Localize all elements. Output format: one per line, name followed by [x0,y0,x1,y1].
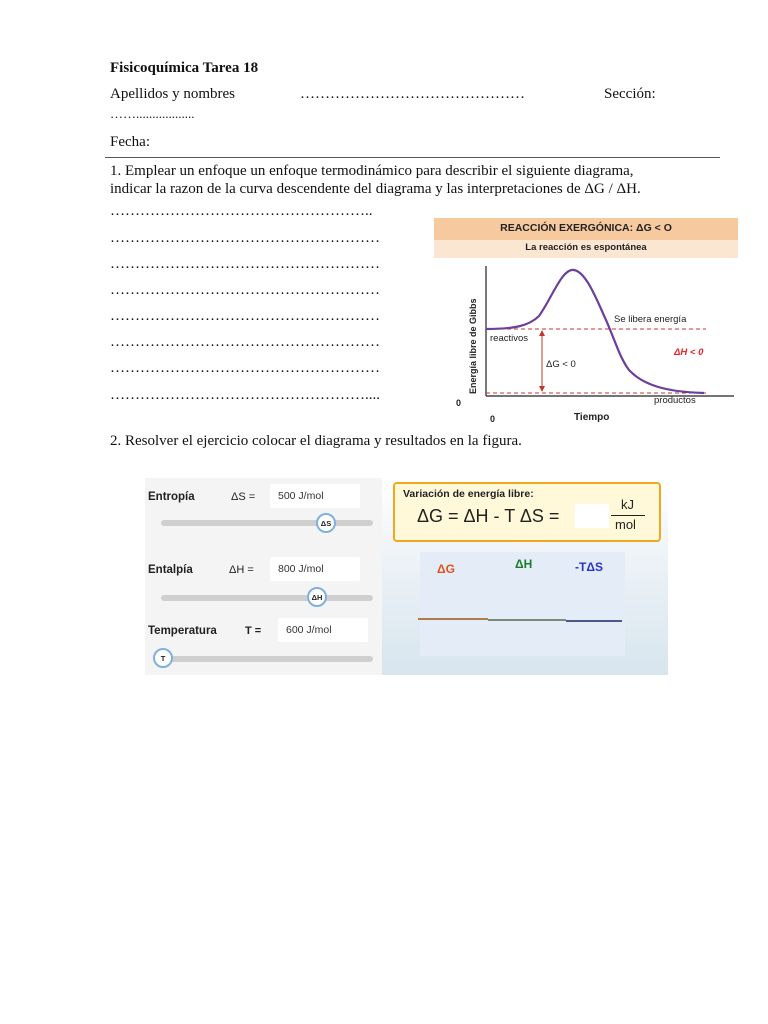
slider-panel [145,478,382,675]
energy-curve [486,270,704,393]
y-axis-label: Energía libre de Gibbs [468,298,478,394]
apellidos-dots: ……………………………………… [300,86,525,102]
seccion-dots: …….................. [110,106,195,121]
apellidos-label: Apellidos y nombres [110,86,235,102]
entropy-symbol: ΔS = [231,491,256,503]
equation-formula: ΔG = ΔH - T ΔS = [417,506,560,526]
temperature-symbol: T = [245,625,262,637]
delta-g-bar-label: ΔG [437,562,455,576]
enthalpy-value[interactable]: 800 J/mol [270,557,360,581]
enthalpy-symbol: ΔH = [229,564,254,576]
equation-title: Variación de energía libre: [403,488,534,500]
reactants-label: reactivos [490,333,529,344]
gibbs-energy-diagram [434,218,738,428]
delta-h-bar-label: ΔH [515,557,533,571]
temperature-value[interactable]: 600 J/mol [278,618,368,642]
diagram-banner-subtitle: La reacción es espontánea [525,242,647,253]
question2-text: 2. Resolver el ejercicio colocar el diagrama y resultados en la figura. [110,433,522,449]
delta-h-bar [488,619,566,621]
tds-bar [566,620,622,622]
answer-line: ……………………………………………… [110,282,380,298]
answer-line: ……………………………………………… [110,256,380,272]
delta-g-label: ΔG < 0 [546,359,576,370]
unit-fraction-bar [611,515,645,516]
energy-released-label: Se libera energía [614,314,687,325]
temperature-slider-knob[interactable]: T [153,648,173,668]
answer-line: ……………………………………………… [110,230,380,246]
unit-numerator: kJ [621,497,634,512]
entropy-slider-track[interactable] [161,520,373,526]
entropy-slider-knob[interactable]: ΔS [316,513,336,533]
unit-denominator: mol [615,517,636,532]
temperature-label: Temperatura [148,625,217,637]
x-origin-label: 0 [490,414,496,424]
document-title: Fisicoquímica Tarea 18 [110,60,259,76]
arrow-head-up [539,330,545,336]
header-divider [105,157,720,158]
x-axis-label: Tiempo [574,412,610,423]
y-origin-label: 0 [456,398,462,408]
delta-g-bar [418,618,488,620]
gibbs-simulator [145,478,668,675]
delta-h-label: ΔH < 0 [674,347,704,358]
question1-line1: 1. Emplear un enfoque un enfoque termodinámico para describir el siguiente diagrama, [110,163,634,179]
entropy-label: Entropía [148,491,195,503]
result-input[interactable] [575,504,609,528]
bar-graph-area [420,552,625,656]
equation-box [393,482,661,542]
enthalpy-label: Entalpía [148,564,193,576]
answer-line: ……………………………………………… [110,360,380,376]
seccion-label: Sección: [604,86,656,102]
tds-bar-label: -TΔS [575,560,603,574]
answer-line: …………………………………………….... [110,387,380,403]
fecha-label: Fecha: [110,134,150,150]
entropy-value[interactable]: 500 J/mol [270,484,360,508]
answer-line: ……………………………………………… [110,334,380,350]
question1-line2: indicar la razon de la curva descendente del diagrama y las interpretaciones de ΔG / ΔH. [110,181,641,197]
arrow-head-down [539,386,545,392]
enthalpy-slider-track[interactable] [161,595,373,601]
enthalpy-slider-knob[interactable]: ΔH [307,587,327,607]
temperature-slider-track[interactable] [161,656,373,662]
products-label: productos [654,395,696,406]
answer-line: ……………………………………………… [110,308,380,324]
diagram-banner-title: REACCIÓN EXERGÓNICA: ΔG < O [500,222,672,234]
answer-line: …………………………………………….. [110,203,373,219]
